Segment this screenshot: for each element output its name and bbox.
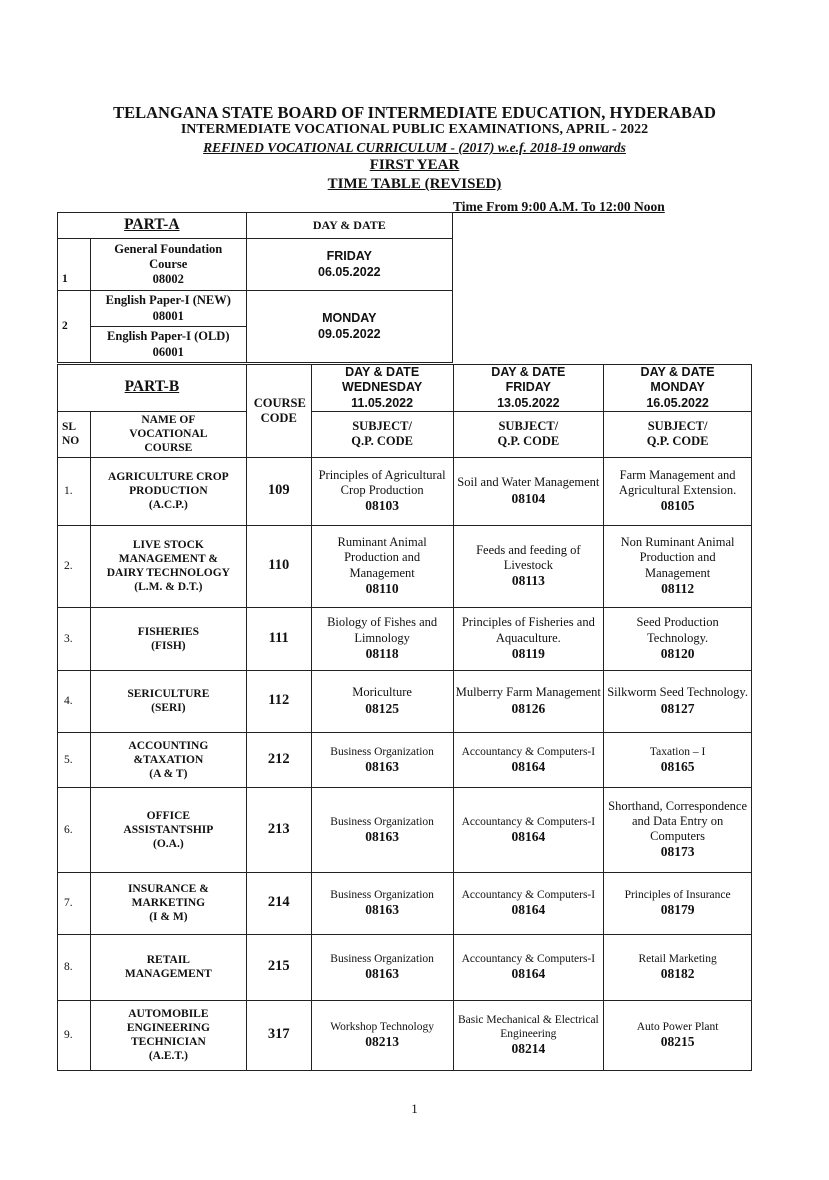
- day-date-label: DAY & DATE: [345, 365, 420, 379]
- subject-cell: [311, 607, 453, 670]
- subject-cell: [453, 872, 604, 934]
- exam-day: WEDNESDAY: [342, 380, 423, 395]
- sl-number: 9.: [58, 1000, 91, 1070]
- table-row: [58, 732, 752, 787]
- part-b-title: PART-B: [58, 365, 247, 412]
- subject-name: Moriculture: [352, 685, 412, 700]
- course-code: 215: [246, 934, 311, 1000]
- subject-name: Shorthand, Correspondence and Data Entry on Computers: [608, 798, 748, 844]
- qp-code: 08214: [511, 1041, 546, 1057]
- subject-cell: [604, 787, 752, 872]
- subject-cell: [311, 787, 453, 872]
- course-name-line: RETAIL: [146, 954, 190, 967]
- part-a-title: PART-A: [58, 213, 247, 239]
- curriculum-title: REFINED VOCATIONAL CURRICULUM - (2017) w.e.f. 2018-19 onwards: [203, 140, 626, 155]
- qp-code: 08001: [152, 308, 184, 323]
- subject-name: Feeds and feeding of Livestock: [476, 542, 581, 573]
- qp-code: 08120: [660, 645, 695, 661]
- subject-name: English Paper-I (OLD): [107, 329, 230, 344]
- subject-name: Silkworm Seed Technology.: [607, 685, 748, 700]
- sl-number: 1: [58, 239, 91, 291]
- subject-cell: [311, 457, 453, 525]
- exam-timing: Time From 9:00 A.M. To 12:00 Noon: [453, 199, 665, 214]
- subject-cell: [311, 934, 453, 1000]
- part-b-rows: [58, 457, 752, 1070]
- exam-date-cell: [246, 291, 452, 363]
- subject-name: Principles of Fisheries and Aquaculture.: [461, 615, 595, 645]
- subject-header-3: [604, 411, 752, 457]
- exam-date: 06.05.2022: [318, 264, 381, 279]
- qp-code: 08112: [661, 580, 695, 596]
- qp-code: 08164: [511, 902, 546, 918]
- exam-day: FRIDAY: [326, 249, 372, 264]
- subject-cell: [453, 607, 604, 670]
- course-name-line: (FISH): [151, 639, 186, 652]
- subject-name: Non Ruminant Animal Production and Management: [620, 535, 735, 580]
- subject-name: Accountancy & Computers-I: [461, 953, 596, 965]
- course-name-line: PRODUCTION: [129, 485, 208, 498]
- qp-code: 08164: [511, 758, 546, 774]
- course-name-line: SERICULTURE: [127, 688, 210, 701]
- qp-code: 08179: [660, 902, 695, 918]
- qp-code: 08182: [660, 966, 695, 982]
- course-name: [90, 525, 246, 607]
- qp-code: 08103: [365, 498, 399, 514]
- course-name-line: (L.M. & D.T.): [134, 581, 203, 594]
- subject-cell: [90, 291, 246, 327]
- part-a-table: [57, 212, 453, 363]
- course-name-line: AUTOMOBILE: [128, 1008, 209, 1021]
- qp-code: 08164: [511, 966, 546, 982]
- subject-cell: [453, 457, 604, 525]
- course-name: [90, 732, 246, 787]
- table-row: [58, 457, 752, 525]
- qp-code: 08110: [365, 580, 399, 596]
- subject-header-1: [311, 411, 453, 457]
- exam-date: 09.05.2022: [318, 326, 381, 341]
- qp-header-label: Q.P. CODE: [497, 434, 560, 449]
- course-name-line: TECHNICIAN: [130, 1036, 206, 1049]
- course-name-line: &TAXATION: [133, 753, 204, 766]
- subject-cell: [453, 787, 604, 872]
- table-row: [58, 525, 752, 607]
- subject-name: Biology of Fishes and Limnology: [327, 615, 438, 645]
- course-name: [90, 670, 246, 732]
- subject-name: English Paper-I (NEW): [105, 293, 231, 308]
- subject-name: Business Organization: [330, 953, 434, 965]
- course-name-line: FISHERIES: [137, 625, 200, 638]
- course-name-line: (SERI): [151, 702, 186, 715]
- table-row: [58, 670, 752, 732]
- course-code: 111: [246, 607, 311, 670]
- course-name-line: MANAGEMENT &: [118, 553, 218, 566]
- exam-date: 11.05.2022: [351, 395, 414, 410]
- sl-number: 2: [58, 291, 91, 363]
- course-name-line: INSURANCE &: [127, 883, 209, 896]
- table-row: [58, 872, 752, 934]
- subject-cell: [311, 670, 453, 732]
- subject-name: Mulberry Farm Management: [455, 685, 601, 700]
- exam-day: FRIDAY: [505, 380, 552, 395]
- qp-code: 08213: [365, 1034, 399, 1050]
- table-row: [58, 607, 752, 670]
- day-date-header: DAY & DATE: [246, 213, 452, 239]
- sl-number: 4.: [58, 670, 91, 732]
- exam-date-cell: [246, 239, 452, 291]
- course-name: [90, 787, 246, 872]
- qp-code: 08002: [152, 272, 184, 287]
- subject-cell: [453, 670, 604, 732]
- course-name-line: MANAGEMENT: [124, 968, 212, 981]
- course-name-line: (A.E.T.): [148, 1050, 188, 1063]
- qp-code: 08119: [511, 645, 545, 661]
- subject-cell: [604, 732, 752, 787]
- qp-code: 08105: [660, 498, 695, 514]
- course-name: [90, 457, 246, 525]
- subject-cell: [604, 525, 752, 607]
- subject-name: Business Organization: [330, 745, 434, 758]
- day-date-label: DAY & DATE: [491, 365, 566, 379]
- course-name-line: MARKETING: [131, 897, 206, 910]
- subject-cell: [604, 872, 752, 934]
- course-name-line: (A & T): [149, 767, 188, 780]
- subject-header-label: SUBJECT/: [498, 419, 559, 433]
- course-code: 212: [246, 732, 311, 787]
- subject-name: Accountancy & Computers-I: [461, 889, 596, 901]
- subject-name: Taxation – I: [649, 745, 706, 758]
- course-name-line: DAIRY TECHNOLOGY: [106, 567, 230, 580]
- exam-date: 16.05.2022: [646, 395, 709, 410]
- subject-name: Business Organization: [330, 815, 434, 828]
- subject-header-label: SUBJECT/: [352, 419, 412, 433]
- subject-cell: [453, 732, 604, 787]
- qp-code: 08104: [511, 490, 546, 506]
- table-row: [58, 291, 453, 327]
- qp-code: 08163: [365, 966, 399, 982]
- qp-code: 08163: [365, 902, 399, 918]
- sl-number: 1.: [58, 457, 91, 525]
- qp-code: 08125: [365, 700, 399, 716]
- subject-cell: [90, 239, 246, 291]
- course-code-header: [246, 365, 311, 458]
- qp-code: 08215: [660, 1034, 695, 1050]
- name-header: [90, 411, 246, 457]
- subject-cell: [311, 732, 453, 787]
- course-code: 112: [246, 670, 311, 732]
- subject-header-2: [453, 411, 604, 457]
- subject-cell: [604, 607, 752, 670]
- subject-name: Business Organization: [330, 889, 434, 901]
- sl-number: 6.: [58, 787, 91, 872]
- subject-cell: [453, 934, 604, 1000]
- qp-code: 08163: [365, 758, 399, 774]
- qp-code: 08173: [660, 844, 695, 860]
- course-name: [90, 1000, 246, 1070]
- subject-name: Soil and Water Management: [457, 475, 600, 490]
- page-number: 1: [411, 1101, 418, 1116]
- table-row: [58, 1000, 752, 1070]
- qp-code: 08127: [660, 700, 695, 716]
- course-name-line: ASSISTANTSHIP: [123, 823, 214, 836]
- subject-name: Farm Management and Agricultural Extension.: [618, 467, 737, 498]
- subject-name: Auto Power Plant: [636, 1021, 719, 1033]
- subject-cell: [90, 327, 246, 363]
- day-header-3: [604, 365, 752, 412]
- course-name-line: ENGINEERING: [126, 1022, 210, 1035]
- subject-name: Workshop Technology: [330, 1021, 434, 1033]
- course-name: [90, 934, 246, 1000]
- subject-cell: [311, 525, 453, 607]
- course-name: [90, 607, 246, 670]
- course-name-line: (A.C.P.): [148, 499, 188, 512]
- course-name-line: (I & M): [149, 911, 188, 924]
- qp-code: 08126: [511, 700, 546, 716]
- day-header-2: [453, 365, 604, 412]
- day-date-label: DAY & DATE: [640, 365, 715, 379]
- subject-cell: [604, 934, 752, 1000]
- qp-header-label: Q.P. CODE: [646, 434, 709, 449]
- course-name-line: ACCOUNTING: [128, 739, 209, 752]
- board-title: TELANGANA STATE BOARD OF INTERMEDIATE EDUCATION, HYDERABAD: [113, 103, 716, 122]
- subject-cell: [311, 1000, 453, 1070]
- qp-code: 08118: [365, 645, 399, 661]
- subject-cell: [311, 872, 453, 934]
- part-b-table: [57, 364, 752, 1071]
- course-name-line: AGRICULTURE CROP: [108, 471, 229, 484]
- course-code: 110: [246, 525, 311, 607]
- course-code: 214: [246, 872, 311, 934]
- course-code: 213: [246, 787, 311, 872]
- course-name-line: LIVE STOCK: [132, 539, 204, 552]
- subject-name: Principles of Insurance: [624, 889, 731, 901]
- exam-date: 13.05.2022: [497, 395, 560, 410]
- subject-name: Retail Marketing: [638, 953, 717, 965]
- year-title: FIRST YEAR: [369, 157, 460, 173]
- course-name: [90, 872, 246, 934]
- subject-name: General Foundation Course: [114, 241, 223, 271]
- subject-name: Ruminant Animal Production and Management: [337, 535, 427, 580]
- day-header-1: [311, 365, 453, 412]
- subject-cell: [604, 670, 752, 732]
- sl-number: 2.: [58, 525, 91, 607]
- subject-header-label: SUBJECT/: [647, 419, 708, 433]
- subject-cell: [604, 457, 752, 525]
- course-code: 317: [246, 1000, 311, 1070]
- qp-header-label: Q.P. CODE: [351, 434, 413, 449]
- course-code-header-label: COURSE CODE: [253, 395, 306, 425]
- subject-cell: [604, 1000, 752, 1070]
- course-name-line: (O.A.): [153, 837, 184, 850]
- exam-day: MONDAY: [650, 380, 705, 395]
- subject-name: Principles of Agricultural Crop Production: [318, 467, 446, 498]
- course-code: 109: [246, 457, 311, 525]
- subject-cell: [453, 525, 604, 607]
- sl-number: 3.: [58, 607, 91, 670]
- table-row: [58, 239, 453, 291]
- subject-name: Accountancy & Computers-I: [461, 815, 596, 828]
- qp-code: 08113: [511, 573, 545, 589]
- qp-code: 06001: [152, 344, 184, 359]
- subject-cell: [453, 1000, 604, 1070]
- subject-name: Accountancy & Computers-I: [461, 745, 596, 758]
- table-row: [58, 934, 752, 1000]
- qp-code: 08165: [660, 758, 695, 774]
- sl-header-label: SL NO: [62, 421, 80, 448]
- name-header-label: NAME OF VOCATIONAL COURSE: [129, 414, 208, 455]
- sl-header: [58, 411, 91, 457]
- table-row: [58, 787, 752, 872]
- exam-title: INTERMEDIATE VOCATIONAL PUBLIC EXAMINATIONS, APRIL - 2022: [180, 122, 649, 137]
- course-name-line: OFFICE: [146, 809, 191, 822]
- subject-name: Seed Production Technology.: [636, 615, 719, 645]
- exam-day: MONDAY: [322, 311, 377, 326]
- sl-number: 8.: [58, 934, 91, 1000]
- sl-number: 5.: [58, 732, 91, 787]
- qp-code: 08163: [365, 828, 399, 844]
- qp-code: 08164: [511, 828, 546, 844]
- timetable-title: TIME TABLE (REVISED): [327, 176, 502, 192]
- subject-name: Basic Mechanical & Electrical Engineering: [457, 1014, 599, 1041]
- sl-number: 7.: [58, 872, 91, 934]
